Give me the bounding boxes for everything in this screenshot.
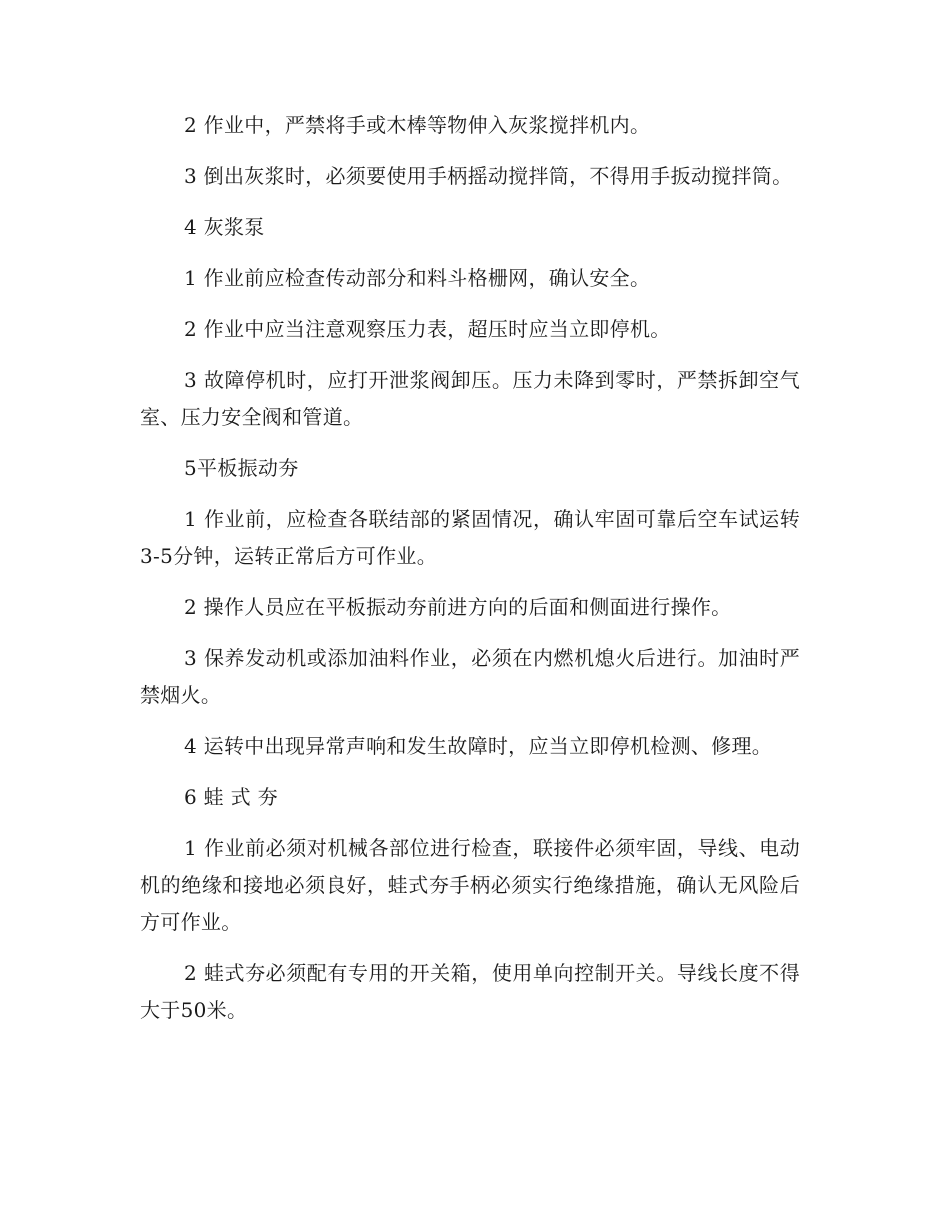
paragraph: 2 蛙式夯必须配有专用的开关箱，使用单向控制开关。导线长度不得大于50米。 — [140, 961, 800, 1022]
paragraph: 3 保养发动机或添加油料作业，必须在内燃机熄火后进行。加油时严禁烟火。 — [140, 646, 800, 707]
paragraph: 3 故障停机时，应打开泄浆阀卸压。压力未降到零时，严禁拆卸空气室、压力安全阀和管道。 — [140, 368, 800, 429]
paragraph: 1 作业前，应检查各联结部的紧固情况，确认牢固可靠后空车试运转3-5分钟，运转正常后方可作业。 — [140, 507, 800, 568]
paragraph: 1 作业前必须对机械各部位进行检查，联接件必须牢固，导线、电动机的绝缘和接地必须良好，蛙式夯手柄必须实行绝缘措施，确认无风险后方可作业。 — [140, 836, 800, 934]
paragraph: 2 操作人员应在平板振动夯前进方向的后面和侧面进行操作。 — [184, 595, 732, 619]
section-heading: 5平板振动夯 — [184, 456, 299, 480]
section-heading: 6 蛙 式 夯 — [184, 785, 278, 809]
paragraph: 2 作业中应当注意观察压力表，超压时应当立即停机。 — [184, 317, 671, 341]
paragraph: 4 运转中出现异常声响和发生故障时，应当立即停机检测、修理。 — [184, 734, 773, 758]
paragraph: 3 倒出灰浆时，必须要使用手柄摇动搅拌筒，不得用手扳动搅拌筒。 — [184, 164, 793, 188]
paragraph: 2 作业中，严禁将手或木棒等物伸入灰浆搅拌机内。 — [184, 113, 651, 137]
document-body — [140, 107, 800, 1043]
paragraph: 1 作业前应检查传动部分和料斗格栅网，确认安全。 — [184, 266, 651, 290]
section-heading: 4 灰浆泵 — [184, 215, 265, 239]
